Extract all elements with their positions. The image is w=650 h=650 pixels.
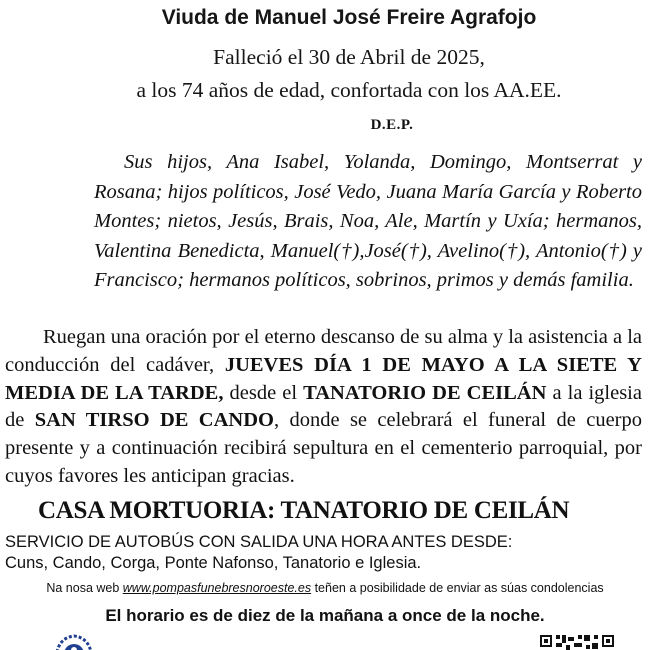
casa-mortuoria-heading: CASA MORTUORIA: TANATORIO DE CEILÁN [38, 497, 570, 524]
death-age-line: a los 74 años de edad, confortada con los AA.EE. [136, 78, 562, 102]
family-members-paragraph: Sus hijos, Ana Isabel, Yolanda, Domingo, Montserrat y Rosana; hijos políticos, José Vedo, Juana María García y Roberto Montes; nietos, Jesús, Brais, Noa, Ale, Martín y Uxía; hermanos, Valentina Benedicta, Manuel(†),José(†), Avelino(†), Antonio(†) y Francisco; hermanos políticos, sobrinos, primos y demás familia. [94, 151, 642, 291]
request-text-4: , donde se celebrará el funeral de cuerpo presente y a continuación recibirá sepultura en el cementerio parroquial, por cuyos favores les anticipan gracias. [5, 409, 642, 487]
church-name: SAN TIRSO DE CANDO [34, 409, 274, 432]
request-text-1: Ruegan una oración por el eterno descanso de su alma y la asistencia a la conducción del cadáver, [5, 326, 642, 376]
bus-stops-line: Cuns, Cando, Corga, Ponte Nafonso, Tanatorio e Iglesia. [5, 554, 422, 572]
death-date-line: Falleció el 30 de Abril de 2025, [213, 45, 485, 69]
funeral-home-logo-icon [52, 632, 96, 650]
website-link[interactable]: www.pompasfunebresnoroeste.es [122, 581, 312, 595]
funeral-request-paragraph [5, 324, 642, 491]
opening-hours-line: El horario es de diez de la mañana a once de la noche. [105, 606, 545, 625]
web-suffix: teñen a posibilidade de enviar as súas condolencias [311, 581, 604, 595]
condolences-web-line [0, 581, 650, 595]
widow-of-line: Viuda de Manuel José Freire Agrafojo [161, 6, 537, 29]
funeral-date-time: JUEVES DÍA 1 DE MAYO A LA SIETE Y MEDIA DE LA TARDE, [5, 353, 642, 404]
web-prefix: Na nosa web [46, 581, 123, 595]
funeral-home-name: TANATORIO DE CEILÁN [303, 381, 547, 404]
request-text-3: a la iglesia de [5, 381, 642, 432]
dep-label: D.E.P. [370, 117, 414, 133]
request-text-2: desde el [223, 381, 304, 404]
bus-service-line: SERVICIO DE AUTOBÚS CON SALIDA UNA HORA ANTES DESDE: [5, 533, 513, 551]
qr-code-icon [538, 633, 618, 650]
